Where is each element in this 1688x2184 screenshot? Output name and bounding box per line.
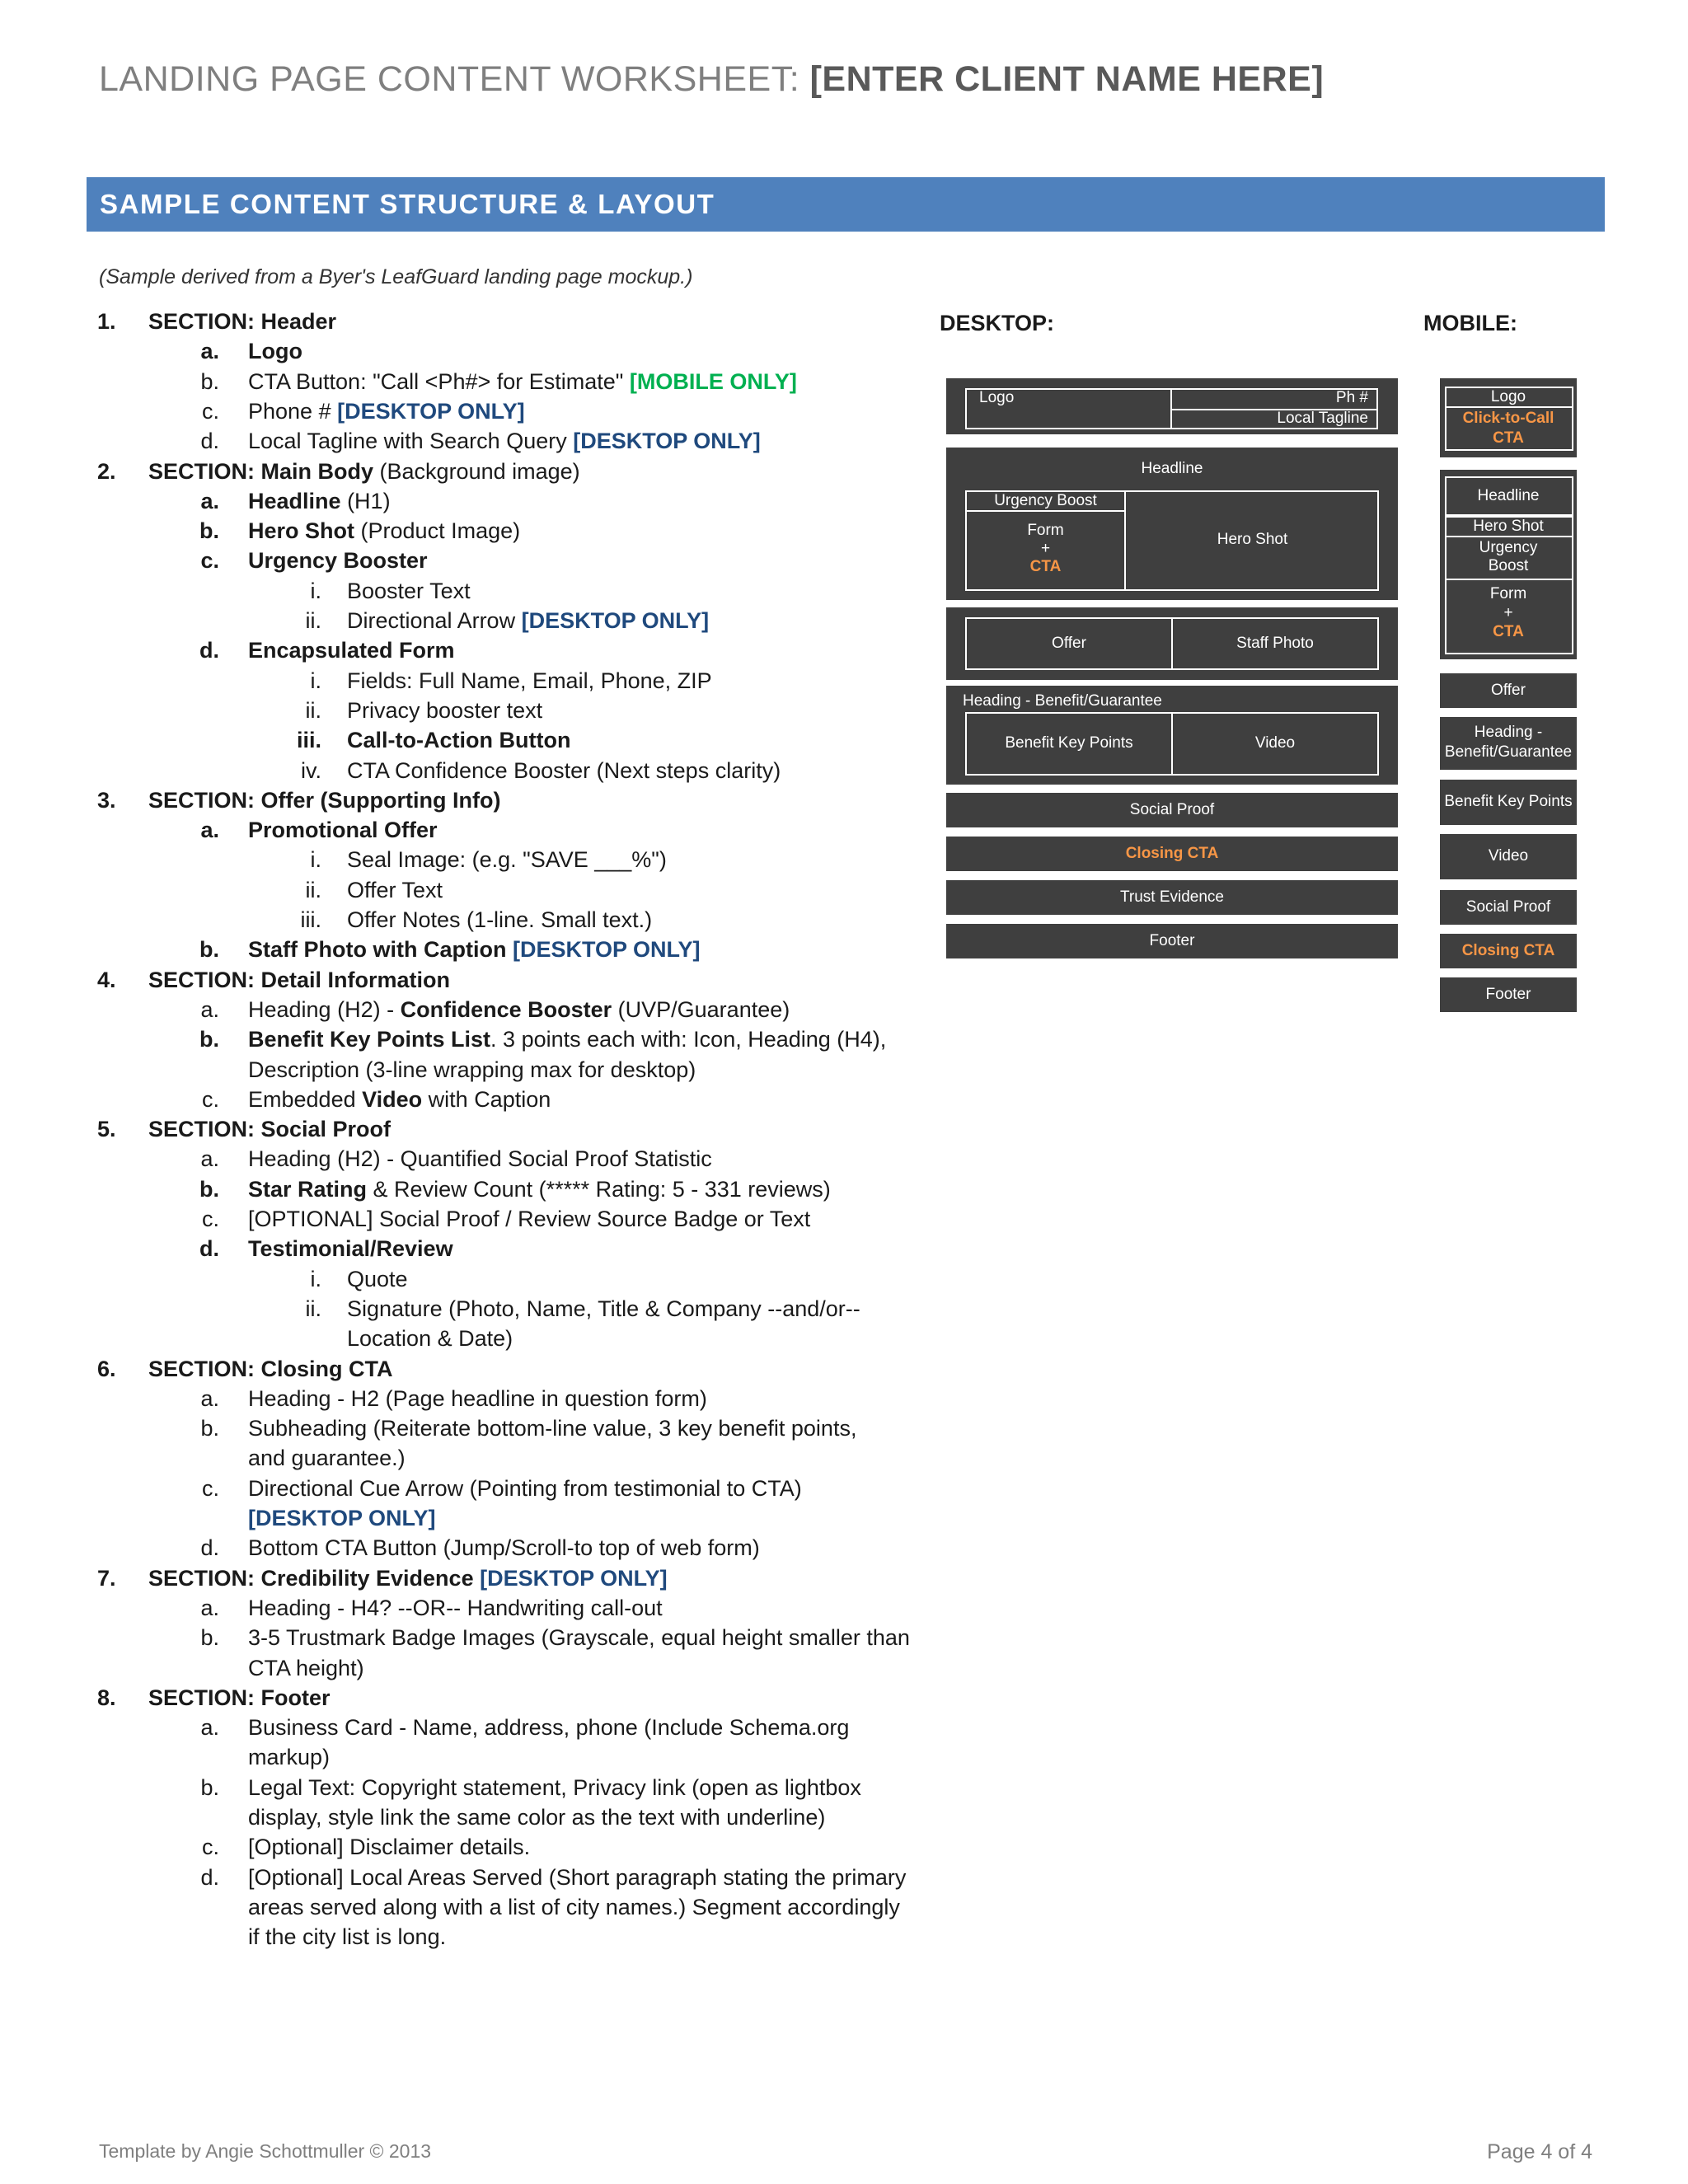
outline-rest-text: (Background image) [379, 458, 580, 484]
outline-marker: iv. [301, 757, 321, 783]
outline-main-text: Benefit Key Points List [248, 1027, 491, 1052]
mwf-cta: CTA [1493, 429, 1524, 447]
outline-marker: ii. [305, 697, 321, 723]
outline-marker: b. [199, 518, 219, 544]
outline-main-text: SECTION: Closing CTA [148, 1356, 393, 1381]
mwf-offer-label: Offer [1491, 682, 1526, 699]
outline-marker: c. [200, 548, 219, 574]
outline-rest-text: (Product Image) [360, 518, 521, 544]
outline-main-text: Privacy booster text [347, 697, 543, 723]
outline-text [148, 965, 450, 995]
outline-marker: d. [199, 1236, 219, 1262]
mwf-form-cta: CTA [1493, 623, 1524, 640]
outline-marker: iii. [300, 907, 321, 932]
outline-rest-text: . 3 points each with: Icon, Heading (H4), [490, 1027, 887, 1052]
outline-main-text: and guarantee.) [248, 1446, 406, 1471]
outline-marker: b. [199, 1176, 219, 1202]
outline-marker: d. [199, 638, 219, 663]
wf-heading-benefit: Heading - Benefit/Guarantee [963, 692, 1162, 710]
outline-main-text: SECTION: Footer [148, 1685, 331, 1710]
outline-main-text: SECTION: Header [148, 309, 337, 334]
outline-marker: i. [310, 847, 321, 873]
outline-text [248, 1892, 900, 1922]
outline-text [248, 1863, 906, 1892]
wf-offer-row [946, 607, 1398, 680]
mwf-closing [1440, 934, 1577, 968]
outline-text [248, 367, 797, 396]
wf-offer: Offer [1052, 635, 1086, 652]
outline-text [148, 785, 500, 815]
outline-text [248, 1234, 453, 1263]
mwf-heading-1: Heading - [1474, 724, 1543, 741]
sample-note: (Sample derived from a Byer's LeafGuard landing page mockup.) [99, 265, 693, 288]
outline-text [148, 1563, 668, 1593]
outline-text [347, 1294, 860, 1324]
outline-text [248, 1503, 436, 1533]
outline-text [248, 1832, 530, 1862]
outline-text [347, 666, 712, 696]
outline-text [248, 1413, 856, 1443]
outline-text [248, 1474, 802, 1503]
outline-main-text: SECTION: Detail Information [148, 967, 451, 992]
outline-text [248, 1443, 406, 1473]
wf-detail [946, 686, 1398, 785]
outline-text [148, 457, 580, 486]
outline-marker: c. [201, 1475, 219, 1501]
wf-footer [946, 924, 1398, 958]
mwf-video [1440, 834, 1577, 879]
outline-main-text: Heading (H2) - Quantified Social Proof Statistic [248, 1146, 712, 1172]
outline-main-text: Fields: Full Name, Email, Phone, ZIP [347, 668, 712, 693]
outline-main-text: 3-5 Trustmark Badge Images (Grayscale, equal height smaller than [248, 1625, 910, 1651]
footer-credit: Template by Angie Schottmuller © 2013 [99, 2140, 432, 2162]
outline-text [347, 756, 781, 785]
outline-bold-text: Confidence Booster [400, 996, 612, 1022]
wf-video: Video [1254, 734, 1296, 752]
outline-marker: i. [310, 668, 321, 693]
wf-trust-label: Trust Evidence [1119, 888, 1224, 906]
outline-main-text: Seal Image: (e.g. "SAVE ___%") [347, 847, 667, 873]
outline-marker: a. [200, 1715, 219, 1741]
wf-tagline: Local Tagline [1277, 410, 1368, 427]
outline-main-text: SECTION: Social Proof [148, 1117, 392, 1142]
outline-marker: a. [200, 488, 219, 513]
outline-text [248, 396, 525, 426]
outline-main-text: SECTION: Offer (Supporting Info) [148, 787, 501, 813]
outline-marker: i. [310, 578, 321, 603]
outline-text [248, 935, 701, 964]
outline-text [148, 307, 336, 336]
wf-social [946, 793, 1398, 827]
outline-main-text: CTA height) [248, 1655, 364, 1680]
mwf-form: Form [1489, 585, 1527, 602]
outline-main-text: Phone # [248, 398, 331, 424]
outline-main-text: Business Card - Name, address, phone (Include Schema.org [248, 1715, 850, 1741]
outline-tag: [DESKTOP ONLY] [573, 429, 761, 454]
mwf-benefit-label: Benefit Key Points [1444, 793, 1573, 810]
outline-rest-text: (UVP/Guarantee) [617, 996, 790, 1022]
outline-marker: 7. [97, 1565, 116, 1591]
outline-main-text: Urgency Booster [248, 548, 428, 574]
outline-marker: b. [200, 1774, 219, 1800]
outline-text [148, 1354, 393, 1384]
outline-marker: a. [200, 1385, 219, 1411]
outline-marker: d. [200, 1864, 219, 1890]
wf-benefit: Benefit Key Points [1005, 734, 1133, 752]
outline-marker: a. [200, 996, 219, 1022]
outline-text [248, 1623, 910, 1652]
section-banner: SAMPLE CONTENT STRUCTURE & LAYOUT [87, 177, 1605, 232]
outline-main-text: [Optional] Local Areas Served (Short paragraph stating the primary [248, 1864, 907, 1890]
outline-text [248, 516, 520, 546]
wf-urgency: Urgency Boost [994, 492, 1097, 509]
mwf-social-label: Social Proof [1465, 898, 1551, 916]
outline-main-text: [OPTIONAL] Social Proof / Review Source Badge or Text [248, 1207, 811, 1231]
mwf-header [1440, 378, 1577, 457]
outline-marker: 3. [97, 787, 116, 813]
outline-main-text: Directional Cue Arrow (Pointing from testimonial to CTA) [248, 1475, 802, 1501]
outline-main-text: Headline [248, 488, 341, 513]
outline-rest-text: with Caption [428, 1086, 551, 1112]
outline-text [248, 1653, 364, 1683]
outline-text [248, 1593, 663, 1623]
outline-main-text: Heading - H4? --OR-- Handwriting call-out [248, 1595, 663, 1620]
outline-marker: b. [200, 368, 219, 394]
outline-text [347, 845, 667, 874]
outline-main-text: Legal Text: Copyright statement, Privacy link (open as lightbox [248, 1774, 861, 1800]
outline-text [248, 1922, 446, 1952]
wf-hero: Hero Shot [1217, 531, 1288, 548]
outline-main-text: areas served along with a list of city names.) Segment accordingly [248, 1894, 900, 1919]
outline-main-text: Call-to-Action Button [347, 728, 571, 753]
outline-main-text: Offer Notes (1-line. Small text.) [347, 907, 653, 932]
outline-tag: [DESKTOP ONLY] [248, 1506, 436, 1530]
outline-main-text: Embedded [248, 1086, 356, 1112]
outline-main-text: Heading (H2) - [248, 996, 395, 1022]
outline-marker: d. [200, 1535, 219, 1561]
wf-headline: Headline [1141, 460, 1203, 477]
mwf-headline: Headline [1477, 487, 1540, 504]
outline-marker: 8. [97, 1685, 116, 1710]
outline-text [347, 1324, 513, 1353]
outline-marker: a. [200, 339, 219, 364]
outline-marker: ii. [305, 877, 321, 902]
outline-marker: c. [201, 1086, 219, 1112]
mwf-logo: Logo [1490, 388, 1526, 405]
outline-text [148, 1683, 331, 1713]
outline-text [347, 875, 443, 905]
outline-text [248, 1204, 810, 1234]
outline-tag: [DESKTOP ONLY] [337, 398, 525, 424]
outline-text [248, 1024, 886, 1054]
outline-main-text: [Optional] Disclaimer details. [248, 1835, 531, 1860]
outline-main-text: Staff Photo with Caption [248, 937, 507, 963]
outline-marker: 1. [97, 309, 116, 334]
outline-main-text: Heading - H2 (Page headline in question form) [248, 1385, 707, 1411]
outline-main-text: Subheading (Reiterate bottom-line value, 3 key benefit points, [248, 1416, 857, 1441]
outline-main-text: Location & Date) [347, 1326, 513, 1352]
outline-text [248, 635, 455, 665]
outline-text [248, 1144, 712, 1174]
outline-text [248, 1802, 825, 1832]
outline-text [248, 1055, 696, 1085]
outline-main-text: display, style link the same color as the text with underline) [248, 1805, 826, 1830]
mwf-main [1440, 470, 1577, 659]
outline-marker: b. [199, 937, 219, 963]
outline-main-text: Testimonial/Review [248, 1236, 453, 1262]
outline-main-text: markup) [248, 1745, 331, 1770]
footer-page-number: Page 4 of 4 [1487, 2140, 1592, 2163]
wf-staff: Staff Photo [1236, 635, 1314, 652]
outline-marker: a. [200, 1595, 219, 1620]
outline-marker: c. [201, 1207, 219, 1231]
outline-marker: a. [200, 1146, 219, 1172]
desktop-heading: DESKTOP: [940, 311, 1055, 335]
mwf-urgency-1: Urgency [1479, 539, 1538, 556]
outline-main-text: Booster Text [347, 578, 471, 603]
mwf-closing-label: Closing CTA [1461, 942, 1555, 959]
outline-main-text: Bottom CTA Button (Jump/Scroll-to top of web form) [248, 1535, 760, 1561]
outline-marker: i. [310, 1266, 321, 1291]
outline-text [248, 1174, 831, 1204]
outline-main-text: Directional Arrow [347, 608, 516, 633]
mwf-video-label: Video [1488, 847, 1529, 865]
outline-text [248, 546, 428, 575]
outline-text [148, 1114, 391, 1144]
outline-text [248, 336, 302, 366]
wf-closing-label: Closing CTA [1125, 845, 1219, 862]
mwf-click: Click-to-Call [1462, 410, 1554, 427]
outline-text [347, 576, 471, 606]
outline-main-text: SECTION: Main Body [148, 458, 374, 484]
outline-main-text: Encapsulated Form [248, 638, 455, 663]
outline-text [248, 1713, 849, 1742]
outline-main-text: Local Tagline with Search Query [248, 429, 567, 454]
outline-marker: c. [201, 398, 219, 424]
outline-main-text: Offer Text [347, 877, 443, 902]
outline-main-text: Quote [347, 1266, 408, 1291]
outline-main-text: Hero Shot [248, 518, 355, 544]
outline-main-text: if the city list is long. [248, 1924, 447, 1950]
mwf-benefit [1440, 780, 1577, 825]
outline-text [248, 1742, 330, 1772]
outline-tag: [DESKTOP ONLY] [480, 1565, 668, 1591]
mwf-hero: Hero Shot [1473, 518, 1544, 535]
mwf-footer [1440, 977, 1577, 1012]
outline-rest-text: & Review Count (***** Rating: 5 - 331 reviews) [373, 1176, 831, 1202]
outline-text [347, 1264, 408, 1294]
mwf-plus: + [1503, 604, 1513, 621]
outline-main-text: Signature (Photo, Name, Title & Company --and/or-- [347, 1296, 860, 1321]
outline-text [248, 995, 790, 1024]
outline-text [347, 725, 570, 755]
outline-text [248, 1533, 760, 1563]
outline-main-text: Description (3-line wrapping max for desktop) [248, 1057, 696, 1082]
outline-tag: [DESKTOP ONLY] [512, 937, 701, 963]
outline-bold-text: Video [362, 1086, 423, 1112]
outline-text [248, 815, 438, 845]
outline-main-text: SECTION: Credibility Evidence [148, 1565, 474, 1591]
wf-header [946, 378, 1398, 434]
page-title: LANDING PAGE CONTENT WORKSHEET: [ENTER CLIENT NAME HERE] [99, 59, 1325, 99]
outline-marker: c. [201, 1835, 219, 1860]
wf-phone: Ph # [1335, 389, 1368, 406]
wf-closing [946, 837, 1398, 871]
outline-text [248, 1085, 551, 1114]
outline-text [248, 426, 761, 456]
outline-marker: b. [199, 1027, 219, 1052]
outline-text [248, 1773, 861, 1802]
outline-marker: 5. [97, 1117, 116, 1142]
wf-footer-label: Footer [1149, 932, 1195, 949]
wf-plus: + [1040, 540, 1051, 557]
outline-main-text: CTA Confidence Booster (Next steps clarity) [347, 757, 781, 783]
outline-marker: 4. [97, 967, 116, 992]
outline-tag: [MOBILE ONLY] [629, 368, 797, 394]
outline-text [347, 696, 542, 725]
mwf-heading [1440, 717, 1577, 770]
wf-trust [946, 880, 1398, 915]
wf-form: Form [1027, 522, 1064, 539]
mobile-heading: MOBILE: [1423, 311, 1517, 335]
outline-text [347, 905, 652, 935]
wf-social-label: Social Proof [1129, 801, 1215, 818]
outline-main-text: Promotional Offer [248, 818, 438, 843]
wf-logo: Logo [979, 389, 1015, 406]
outline-tag: [DESKTOP ONLY] [521, 608, 710, 633]
outline-text [248, 486, 391, 516]
outline-marker: iii. [296, 728, 321, 753]
outline-text [248, 1384, 707, 1413]
mwf-social [1440, 890, 1577, 925]
outline-marker: b. [200, 1416, 219, 1441]
wf-cta: CTA [1029, 558, 1062, 575]
outline-marker: 6. [97, 1356, 116, 1381]
mwf-footer-label: Footer [1485, 986, 1531, 1003]
outline-marker: ii. [305, 608, 321, 633]
outline-rest-text: (H1) [347, 488, 391, 513]
outline-marker: d. [200, 429, 219, 454]
outline-marker: b. [200, 1625, 219, 1651]
outline-text [347, 606, 709, 635]
mwf-offer [1440, 673, 1577, 708]
outline-main-text: Logo [248, 339, 302, 364]
mwf-heading-2: Benefit/Guarantee [1444, 743, 1573, 761]
wf-main [946, 448, 1398, 600]
outline-marker: 2. [97, 458, 116, 484]
outline-marker: a. [200, 818, 219, 843]
outline-main-text: Star Rating [248, 1176, 368, 1202]
outline-marker: ii. [305, 1296, 321, 1321]
outline-main-text: CTA Button: "Call <Ph#> for Estimate" [248, 368, 624, 394]
mwf-urgency-2: Boost [1488, 557, 1529, 574]
